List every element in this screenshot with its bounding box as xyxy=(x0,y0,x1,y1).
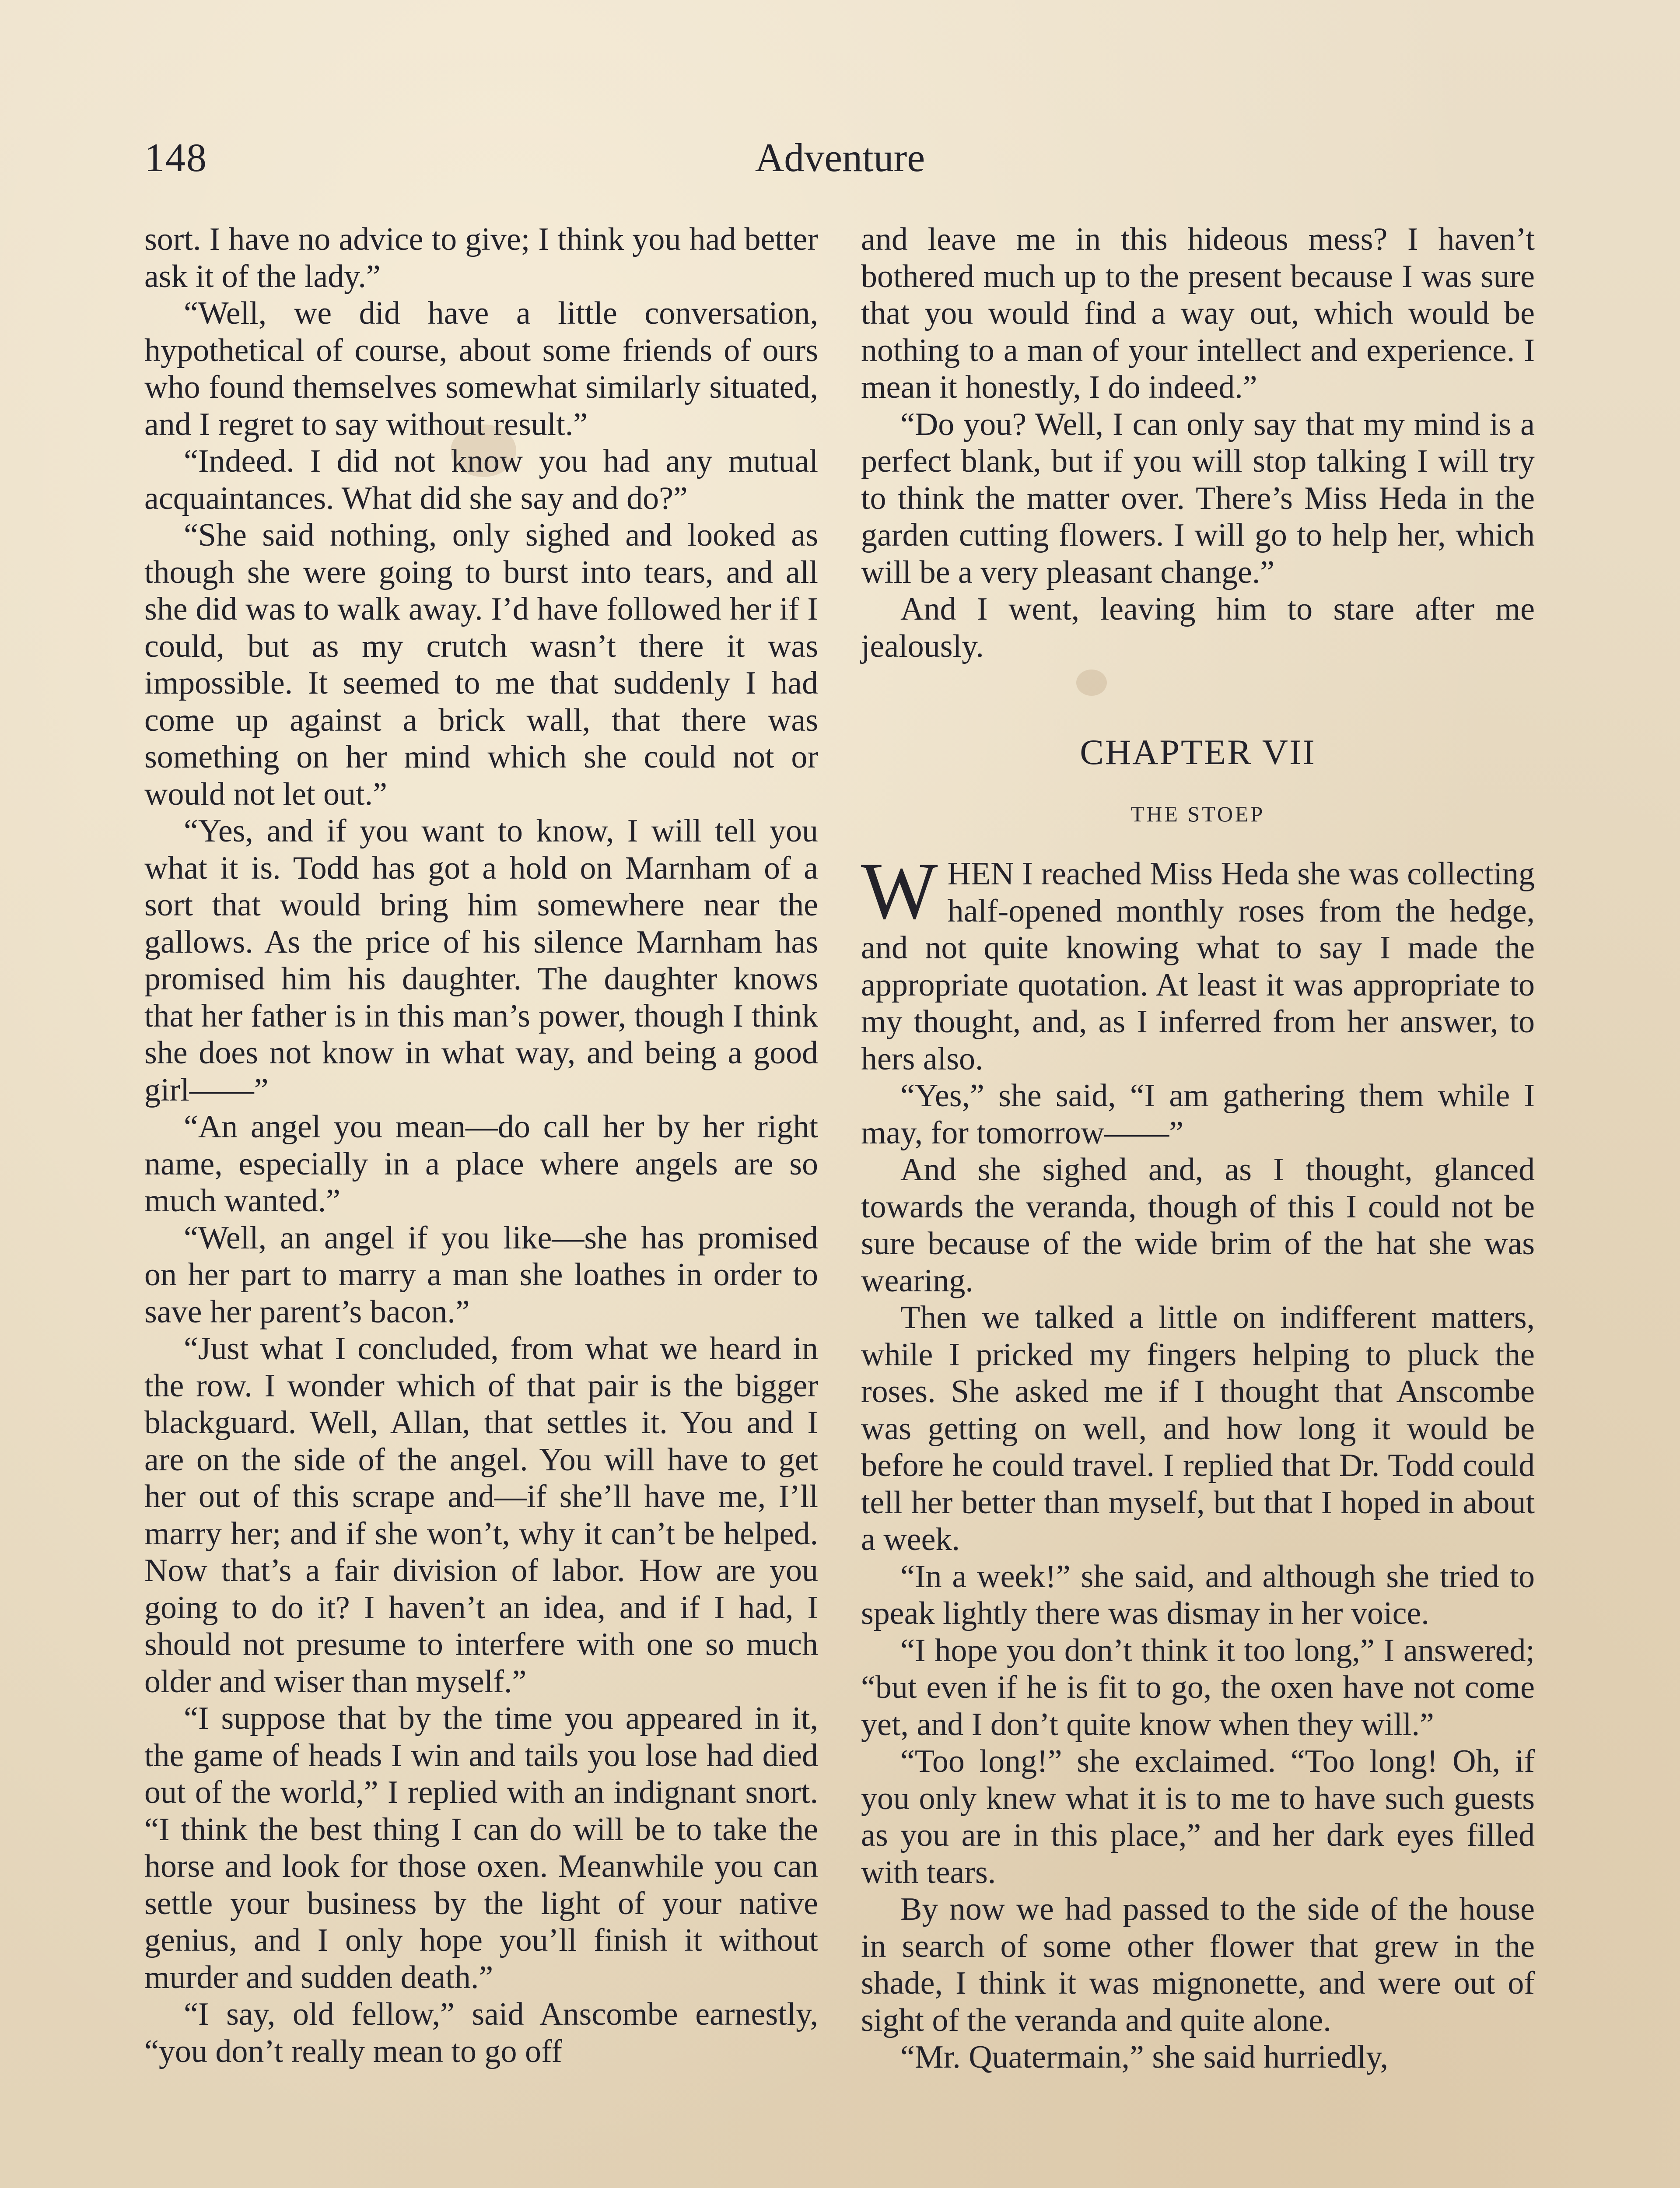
drop-cap: W xyxy=(861,846,938,936)
paragraph xyxy=(144,813,818,1108)
paragraph-text: “Too long!” she exclaimed. “Too long! Oh, if you only knew what it is to me to have such guests as you are in this place,” and her dark eyes filled with tears. xyxy=(861,1743,1535,1890)
paragraph xyxy=(144,517,818,813)
paragraph-text: “Indeed. I did not know you had any mutual acquaintances. What did she say and do?” xyxy=(144,443,818,516)
paragraph xyxy=(861,221,1535,406)
paragraph-text: “Well, an angel if you like—she has promised on her part to marry a man she loathes in order to save her parent’s bacon.” xyxy=(144,1220,818,1330)
left-text-column xyxy=(144,221,818,2070)
chapter-subtitle: THE STOEP xyxy=(1130,802,1265,826)
paragraph xyxy=(144,1330,818,1700)
paragraph-text: “Do you? Well, I can only say that my mind is a perfect blank, but if you will stop talking I will try to think the matter over. There’s Miss Heda in the garden cutting flowers. I will go to help her, which will be a very pleasant change.” xyxy=(861,406,1535,590)
paragraph-text: “In a week!” she said, and although she tried to speak lightly there was dismay in her voice. xyxy=(861,1558,1535,1631)
paragraph-text: HEN I reached Miss Heda she was collecting half-opened monthly roses from the hedge, and not quite knowing what to say I made the appropriate quotation. At least it was appropriate to my thought, and, as I inferred from her answer, to hers also. xyxy=(861,856,1535,1077)
paragraph xyxy=(144,1108,818,1220)
paragraph-text: “She said nothing, only sighed and looked as though she were going to burst into tears, and all she did was to walk away. I’d have followed her if I could, but as my crutch wasn’t there it was impossible. It seemed to me that suddenly I had come up against a brick wall, that there was something on her mind which she could not or would not let out.” xyxy=(144,517,818,812)
paragraph xyxy=(144,443,818,517)
paragraph-text: “An angel you mean—do call her by her right name, especially in a place where angels are so much wanted.” xyxy=(144,1109,818,1219)
paragraph xyxy=(861,846,1535,1077)
paragraph xyxy=(861,1743,1535,1891)
paragraph-text: Then we talked a little on indifferent matters, while I pricked my fingers helping to pluck the roses. She asked me if I thought that Anscombe was getting on well, and how long it would be before he could travel. I replied that Dr. Todd could tell her better than myself, but that I hoped in about a week. xyxy=(861,1300,1535,1557)
paragraph xyxy=(861,1299,1535,1558)
paragraph-text: And I went, leaving him to stare after me jealously. xyxy=(861,591,1535,664)
paragraph xyxy=(861,1151,1535,1299)
paragraph-text: “I suppose that by the time you appeared in it, the game of heads I win and tails you lose had died out of the world,” I replied with an indignant snort. “I think the best thing I can do will be to take the horse and look for those oxen. Meanwhile you can settle your business by the light of your native genius, and I only hope you’ll finish it without murder and sudden death.” xyxy=(144,1701,818,1995)
paragraph xyxy=(861,1558,1535,1632)
paragraph xyxy=(861,591,1535,665)
paragraph-text: “I say, old fellow,” said Anscombe earnestly, “you don’t really mean to go off xyxy=(144,1996,818,2069)
paragraph xyxy=(144,295,818,443)
paragraph xyxy=(861,406,1535,591)
paragraph xyxy=(861,2039,1535,2076)
paragraph-text: “Yes,” she said, “I am gathering them while I may, for tomorrow——” xyxy=(861,1078,1535,1151)
paragraph xyxy=(861,1632,1535,1743)
paragraph xyxy=(144,221,818,295)
running-title: Adventure xyxy=(755,135,925,180)
chapter-title: CHAPTER VII xyxy=(1080,732,1316,772)
paragraph-text: And she sighed and, as I thought, glanced towards the veranda, though of this I could not be sure because of the wide brim of the hat she was wearing. xyxy=(861,1152,1535,1299)
right-text-column xyxy=(861,221,1535,2076)
paragraph xyxy=(861,1077,1535,1151)
paragraph xyxy=(144,1996,818,2070)
right-column-top-text xyxy=(861,221,1535,665)
page-header xyxy=(144,127,1536,188)
right-column-chapter-text xyxy=(861,846,1535,2076)
paragraph-text: “Well, we did have a little conversation, hypothetical of course, about some friends of ours who found themselves somewhat similarly situated, and I regret to say without result.” xyxy=(144,295,818,442)
paragraph-text: “I hope you don’t think it too long,” I answered; “but even if he is fit to go, the oxen have not come yet, and I don’t quite know when they will.” xyxy=(861,1632,1535,1743)
paragraph-text: “Mr. Quatermain,” she said hurriedly, xyxy=(900,2039,1389,2075)
paragraph xyxy=(144,1220,818,1331)
paragraph-text: “Just what I concluded, from what we heard in the row. I wonder which of that pair is the bigger blackguard. Well, Allan, that settles it. You and I are on the side of the angel. You will have to get her out of this scrape and—if she’ll have me, I’ll marry her; and if she won’t, why it can’t be helped. Now that’s a fair division of labor. How are you going to do it? I haven’t an idea, and if I had, I should not presume to interfere with one so much older and wiser than myself.” xyxy=(144,1331,818,1700)
page-number: 148 xyxy=(144,135,207,180)
paragraph-text: “Yes, and if you want to know, I will tell you what it is. Todd has got a hold on Marnham of a sort that would bring him somewhere near the gallows. As the price of his silence Marnham has promised him his daughter. The daughter knows that her father is in this man’s power, though I think she does not know in what way, and being a good girl——” xyxy=(144,813,818,1108)
paragraph-text: By now we had passed to the side of the house in search of some other flower that grew in the shade, I think it was mignonette, and were out of sight of the veranda and quite alone. xyxy=(861,1891,1535,2038)
paragraph-text: sort. I have no advice to give; I think you had better ask it of the lady.” xyxy=(144,221,818,295)
paragraph xyxy=(144,1700,818,1996)
paragraph xyxy=(861,1891,1535,2039)
paragraph-text: and leave me in this hideous mess? I haven’t bothered much up to the present because I was sure that you would find a way out, which would be nothing to a man of your intellect and experience. I mean it honestly, I do indeed.” xyxy=(861,221,1535,405)
